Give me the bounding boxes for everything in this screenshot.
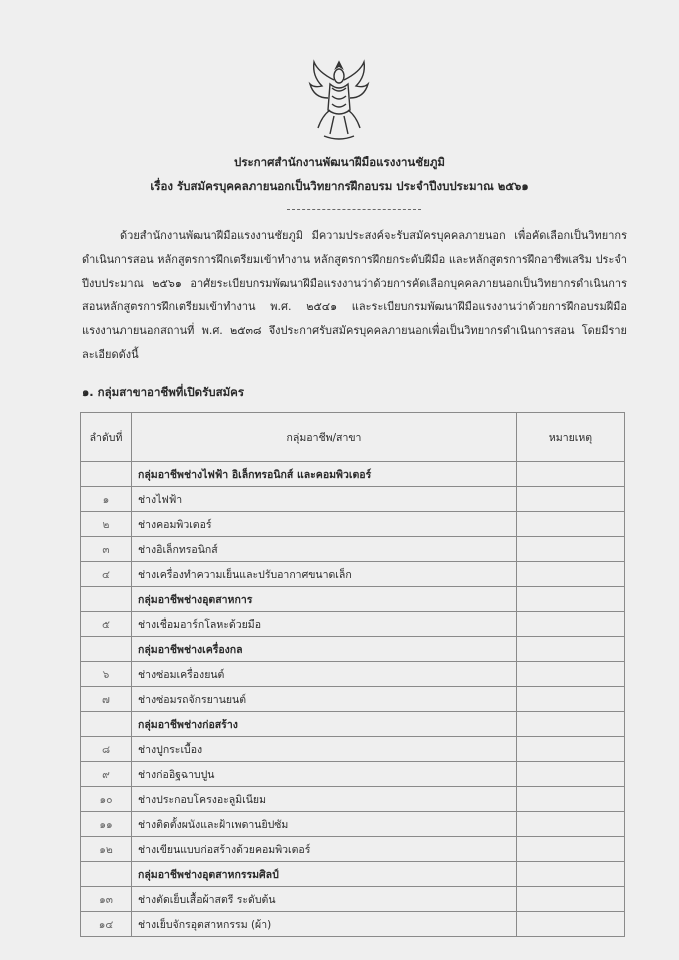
body-paragraph-text: ด้วยสำนักงานพัฒนาฝีมือแรงงานชัยภูมิ มีความประสงค์จะรับสมัครบุคคลภายนอก เพื่อคัดเลือกเป็นวิทยากรดำเนินการสอน หลักสูตรการฝึกเตรียมเข้าทำงาน หลักสูตรการฝึกยกระดับฝีมือ และหลักสูตรการฝึกอาชีพเสริม ประจำปีงบประมาณ ๒๕๖๑ อาศัยระเบียบกรมพัฒนาฝีมือแรงงานว่าด้วยการคัดเลือกบุคคลภายนอกเป็นวิทยากรดำเนินการสอนหลักสูตรการฝึกเตรียมเข้าทำงาน พ.ศ. ๒๕๔๑ และระเบียบกรมพัฒนาฝีมือแรงงานว่าด้วยการฝึกอบรมฝีมือแรงงานภายนอกสถานที่ พ.ศ. ๒๕๓๘ จึงประกาศรับสมัครบุคคลภายนอกเพื่อเป็นวิทยากรดำเนินการสอน โดยมีรายละเอียดดังนี้: [82, 229, 627, 361]
occupation-name: ช่างก่ออิฐฉาบปูน: [132, 762, 517, 787]
table-row: [81, 537, 625, 562]
occupation-table: [80, 412, 625, 937]
row-number: ๕: [81, 612, 132, 637]
row-number: [81, 712, 132, 737]
remark-cell: [517, 662, 625, 687]
table-row: [81, 912, 625, 937]
row-number: ๓: [81, 537, 132, 562]
row-number: ๑: [81, 487, 132, 512]
header-group: กลุ่มอาชีพ/สาขา: [132, 413, 517, 462]
table-row: [81, 787, 625, 812]
occupation-name: ช่างอิเล็กทรอนิกส์: [132, 537, 517, 562]
dashed-divider: [287, 209, 421, 210]
remark-cell: [517, 562, 625, 587]
row-number: ๑๓: [81, 887, 132, 912]
row-number: [81, 587, 132, 612]
remark-cell: [517, 537, 625, 562]
header-remark: หมายเหตุ: [517, 413, 625, 462]
remark-cell: [517, 712, 625, 737]
table-row: [81, 812, 625, 837]
occupation-name: ช่างเขียนแบบก่อสร้างด้วยคอมพิวเตอร์: [132, 837, 517, 862]
section-heading: ๑. กลุ่มสาขาอาชีพที่เปิดรับสมัคร: [82, 385, 245, 399]
remark-cell: [517, 587, 625, 612]
header-no: ลำดับที่: [81, 413, 132, 462]
table-row: [81, 487, 625, 512]
occupation-name: ช่างเชื่อมอาร์กโลหะด้วยมือ: [132, 612, 517, 637]
table-row: [81, 662, 625, 687]
row-number: ๑๔: [81, 912, 132, 937]
table-group-row: [81, 587, 625, 612]
row-number: [81, 637, 132, 662]
row-number: ๒: [81, 512, 132, 537]
occupation-name: ช่างไฟฟ้า: [132, 487, 517, 512]
row-number: ๑๐: [81, 787, 132, 812]
table-row: [81, 737, 625, 762]
remark-cell: [517, 887, 625, 912]
remark-cell: [517, 912, 625, 937]
row-number: ๖: [81, 662, 132, 687]
remark-cell: [517, 487, 625, 512]
table-header-row: [81, 413, 625, 462]
row-number: [81, 862, 132, 887]
occupation-name: ช่างซ่อมรถจักรยานยนต์: [132, 687, 517, 712]
remark-cell: [517, 762, 625, 787]
table-row: [81, 512, 625, 537]
occupation-name: ช่างเครื่องทำความเย็นและปรับอากาศขนาดเล็ก: [132, 562, 517, 587]
occupation-name: ช่างซ่อมเครื่องยนต์: [132, 662, 517, 687]
row-number: ๗: [81, 687, 132, 712]
row-number: ๑๒: [81, 837, 132, 862]
occupation-group-name: กลุ่มอาชีพช่างไฟฟ้า อิเล็กทรอนิกส์ และคอมพิวเตอร์: [132, 462, 517, 487]
occupation-group-name: กลุ่มอาชีพช่างก่อสร้าง: [132, 712, 517, 737]
occupation-group-name: กลุ่มอาชีพช่างเครื่องกล: [132, 637, 517, 662]
remark-cell: [517, 787, 625, 812]
occupation-name: ช่างคอมพิวเตอร์: [132, 512, 517, 537]
remark-cell: [517, 612, 625, 637]
remark-cell: [517, 512, 625, 537]
table-group-row: [81, 637, 625, 662]
table-row: [81, 562, 625, 587]
row-number: ๔: [81, 562, 132, 587]
table-group-row: [81, 712, 625, 737]
table-row: [81, 612, 625, 637]
table-group-row: [81, 862, 625, 887]
remark-cell: [517, 637, 625, 662]
garuda-emblem-icon: [308, 58, 370, 142]
table-group-row: [81, 462, 625, 487]
remark-cell: [517, 837, 625, 862]
table-row: [81, 687, 625, 712]
table-row: [81, 762, 625, 787]
occupation-name: ช่างเย็บจักรอุตสาหกรรม (ผ้า): [132, 912, 517, 937]
remark-cell: [517, 812, 625, 837]
table-body: [81, 462, 625, 937]
remark-cell: [517, 862, 625, 887]
announcement-title: ประกาศสำนักงานพัฒนาฝีมือแรงงานชัยภูมิ: [234, 155, 445, 169]
body-paragraph: [82, 224, 627, 367]
remark-cell: [517, 737, 625, 762]
row-number: ๙: [81, 762, 132, 787]
occupation-group-name: กลุ่มอาชีพช่างอุตสาหการ: [132, 587, 517, 612]
occupation-name: ช่างประกอบโครงอะลูมิเนียม: [132, 787, 517, 812]
row-number: [81, 462, 132, 487]
occupation-name: ช่างติดตั้งผนังและฝ้าเพดานยิปซัม: [132, 812, 517, 837]
announcement-subject: เรื่อง รับสมัครบุคคลภายนอกเป็นวิทยากรฝึกอบรม ประจำปีงบประมาณ ๒๕๖๑: [150, 179, 529, 193]
table-row: [81, 887, 625, 912]
occupation-name: ช่างปูกระเบื้อง: [132, 737, 517, 762]
occupation-name: ช่างตัดเย็บเสื้อผ้าสตรี ระดับต้น: [132, 887, 517, 912]
remark-cell: [517, 687, 625, 712]
row-number: ๘: [81, 737, 132, 762]
remark-cell: [517, 462, 625, 487]
occupation-group-name: กลุ่มอาชีพช่างอุตสาหกรรมศิลป์: [132, 862, 517, 887]
table-row: [81, 837, 625, 862]
row-number: ๑๑: [81, 812, 132, 837]
